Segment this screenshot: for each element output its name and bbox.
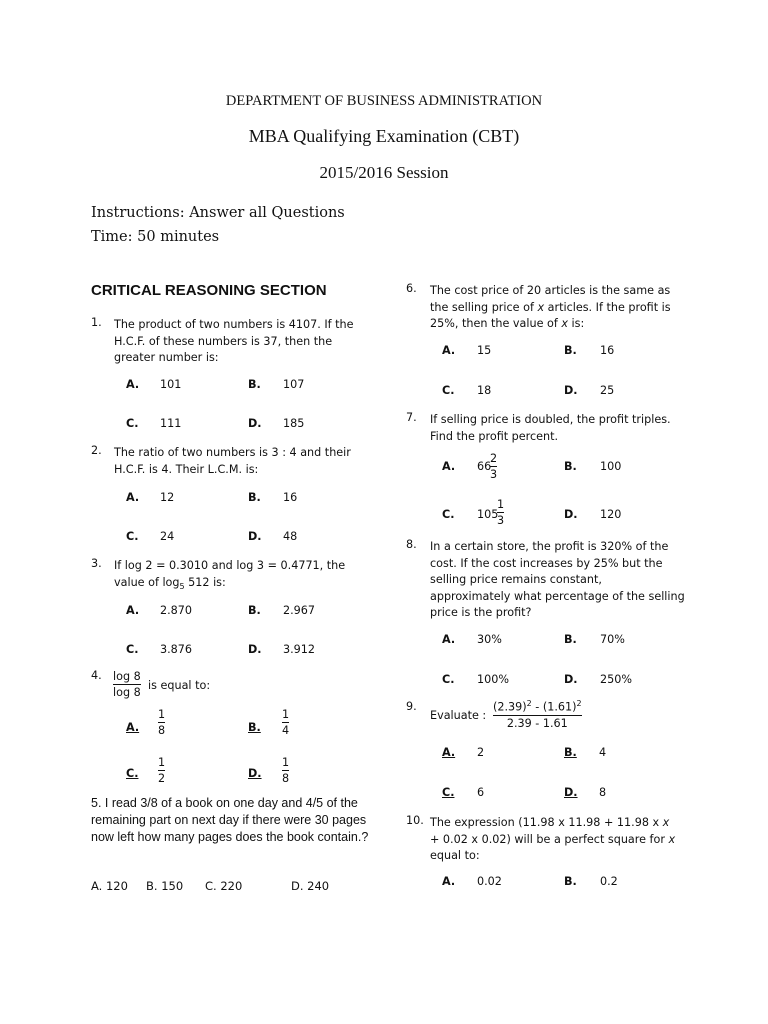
option-label: A. bbox=[126, 721, 140, 734]
section-title: CRITICAL REASONING SECTION bbox=[91, 282, 327, 299]
instructions-line: Instructions: Answer all Questions bbox=[91, 205, 345, 221]
option-label: A. bbox=[442, 875, 456, 888]
question-number: 8. bbox=[406, 538, 417, 551]
option-d-fraction: 1 8 bbox=[282, 756, 290, 785]
option-label: A. bbox=[442, 633, 456, 646]
option-value: 4 bbox=[599, 746, 607, 759]
option-value: 0.2 bbox=[600, 875, 618, 888]
option-value: 70% bbox=[600, 633, 625, 646]
option-value: 185 bbox=[283, 417, 305, 430]
option-value: 6 bbox=[477, 786, 485, 799]
question-expression: $(2.39)^2 - (1.61)^2$ 2.39 - 1.61 bbox=[493, 699, 582, 730]
question-number: 6. bbox=[406, 282, 417, 295]
option-value: 120 bbox=[600, 508, 622, 521]
department-title: DEPARTMENT OF BUSINESS ADMINISTRATION bbox=[225, 93, 543, 109]
option-label: B. bbox=[564, 344, 577, 357]
option-b-fraction: 1 4 bbox=[282, 708, 290, 737]
option-value: 25 bbox=[600, 384, 615, 397]
question-5-option-d[interactable]: D. 240 bbox=[291, 879, 330, 893]
option-value: 111 bbox=[160, 417, 182, 430]
option-label: A. bbox=[126, 378, 140, 391]
option-a-whole: 66 bbox=[477, 460, 492, 473]
option-label: D. bbox=[248, 643, 262, 656]
option-value: 12 bbox=[160, 491, 175, 504]
question-text: The cost price of 20 articles is the same as the selling price of x articles. If the profit is 25%, then the value of x is: bbox=[430, 284, 671, 330]
question-number: 3. bbox=[91, 557, 102, 570]
option-label: C. bbox=[442, 384, 455, 397]
option-label: A. bbox=[126, 604, 140, 617]
question-number: 7. bbox=[406, 411, 417, 424]
question-label: Evaluate : bbox=[430, 709, 487, 722]
question-text: The product of two numbers is 4107. If the H.C.F. of these numbers is 37, then the greater number is: bbox=[114, 318, 354, 364]
option-label: A. bbox=[442, 746, 456, 759]
option-value: 250% bbox=[600, 673, 632, 686]
question-text: If log 2 = 0.3010 and log 3 = 0.4771, the value of $\log_5 512$ is: bbox=[114, 559, 346, 591]
question-number: 1. bbox=[91, 316, 102, 329]
option-value: 15 bbox=[477, 344, 492, 357]
option-label: C. bbox=[126, 530, 139, 543]
option-label: B. bbox=[248, 378, 261, 391]
option-label: B. bbox=[248, 721, 261, 734]
question-number: 4. bbox=[91, 669, 102, 682]
option-value: 2.967 bbox=[283, 604, 316, 617]
option-value: 18 bbox=[477, 384, 492, 397]
option-label: D. bbox=[564, 384, 578, 397]
option-label: A. bbox=[442, 460, 456, 473]
option-label: B. bbox=[564, 633, 577, 646]
option-value: 16 bbox=[283, 491, 298, 504]
option-c-fraction: 1 3 bbox=[497, 498, 505, 527]
option-c-fraction: 1 2 bbox=[158, 756, 166, 785]
question-number: 9. bbox=[406, 700, 417, 713]
question-number: 10. bbox=[406, 814, 424, 827]
question-text: The ratio of two numbers is 3 : 4 and their H.C.F. is 4. Their L.C.M. is: bbox=[114, 446, 351, 476]
option-label: D. bbox=[248, 767, 262, 780]
option-label: D. bbox=[248, 417, 262, 430]
question-5-option-c[interactable]: C. 220 bbox=[205, 879, 243, 893]
option-label: D. bbox=[564, 508, 578, 521]
session-title: 2015/2016 Session bbox=[319, 163, 449, 182]
option-label: D. bbox=[248, 530, 262, 543]
question-number: 2. bbox=[91, 444, 102, 457]
question-fraction: log 8 log 8 bbox=[113, 670, 141, 699]
option-label: B. bbox=[248, 604, 261, 617]
option-label: D. bbox=[564, 673, 578, 686]
option-label: C. bbox=[126, 417, 139, 430]
option-value: 2.870 bbox=[160, 604, 193, 617]
time-line: Time: 50 minutes bbox=[91, 229, 220, 245]
question-text: The expression (11.98 x 11.98 + 11.98 x x + 0.02 x 0.02) will be a perfect square for x equal to: bbox=[430, 816, 676, 862]
option-value: 8 bbox=[599, 786, 607, 799]
option-label: C. bbox=[442, 508, 455, 521]
question-text: is equal to: bbox=[148, 679, 211, 692]
question-5-option-a[interactable]: A. 120 bbox=[91, 879, 128, 893]
question-5-text: 5. I read 3/8 of a book on one day and 4/5 of the remaining part on next day if there were 30 pages now left how many pages does the book contain.? bbox=[91, 796, 369, 845]
question-text: If selling price is doubled, the profit triples. Find the profit percent. bbox=[430, 413, 671, 443]
option-label: B. bbox=[564, 875, 577, 888]
option-label: C. bbox=[442, 786, 455, 799]
option-value: 3.912 bbox=[283, 643, 316, 656]
option-value: 30% bbox=[477, 633, 502, 646]
option-label: A. bbox=[442, 344, 456, 357]
option-value: 107 bbox=[283, 378, 305, 391]
option-label: B. bbox=[248, 491, 261, 504]
option-value: 48 bbox=[283, 530, 298, 543]
option-a-fraction: 2 3 bbox=[490, 452, 498, 481]
option-value: 24 bbox=[160, 530, 175, 543]
option-label: C. bbox=[126, 643, 139, 656]
option-label: A. bbox=[126, 491, 140, 504]
option-c-whole: 105 bbox=[477, 508, 499, 521]
question-text: In a certain store, the profit is 320% of the cost. If the cost increases by 25% but the selling price remains constant, approximately what percentage of the selling price is the profit? bbox=[430, 540, 685, 619]
option-label: D. bbox=[564, 786, 578, 799]
question-5-option-b[interactable]: B. 150 bbox=[146, 879, 184, 893]
option-value: 0.02 bbox=[477, 875, 502, 888]
option-value: 3.876 bbox=[160, 643, 193, 656]
option-value: 101 bbox=[160, 378, 182, 391]
option-label: B. bbox=[564, 746, 577, 759]
option-label: B. bbox=[564, 460, 577, 473]
option-label: C. bbox=[442, 673, 455, 686]
option-label: C. bbox=[126, 767, 139, 780]
exam-title: MBA Qualifying Examination (CBT) bbox=[248, 126, 520, 146]
option-value: 16 bbox=[600, 344, 615, 357]
option-value: 100% bbox=[477, 673, 509, 686]
option-value: 100 bbox=[600, 460, 622, 473]
option-value: 2 bbox=[477, 746, 485, 759]
option-a-fraction: 1 8 bbox=[158, 708, 166, 737]
